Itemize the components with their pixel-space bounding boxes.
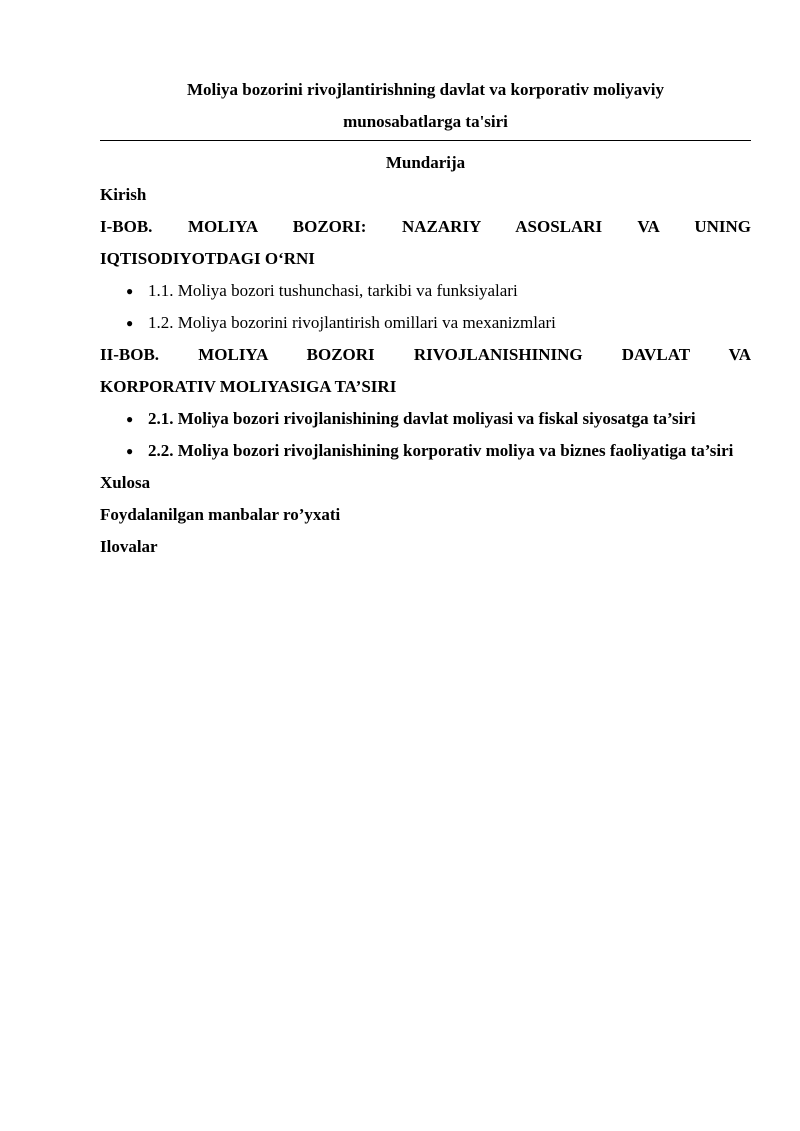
toc-heading: Mundarija (385, 153, 466, 172)
toc-chapter-2-line-2: KORPORATIV MOLIYASIGA TA’SIRI (100, 377, 397, 396)
toc-chapter-1-line-2: IQTISODIYOTDAGI O‘RNI (100, 249, 315, 268)
document-title (100, 74, 751, 138)
toc-section-1-1 (100, 275, 751, 307)
bullet-icon: ● (126, 412, 134, 426)
toc-entry-appendices: Ilovalar (100, 537, 158, 556)
toc-chapter-1-sections (100, 275, 751, 339)
bullet-icon: ● (126, 444, 134, 458)
document-title-line-2: munosabatlarga ta'siri (343, 112, 508, 131)
document-title-line-1: Moliya bozorini rivojlantirishning davlat va korporativ moliyaviy (187, 80, 664, 99)
toc-section-2-1-text: 2.1. Moliya bozori rivojlanishining davlat moliyasi va fiskal siyosatga ta’siri (148, 409, 696, 428)
toc-chapter-2-sections (100, 403, 751, 467)
toc-chapter-1 (100, 211, 751, 275)
toc-chapter-2 (100, 339, 751, 403)
toc-section-2-2 (100, 435, 751, 467)
toc-section-1-1-text: 1.1. Moliya bozori tushunchasi, tarkibi va funksiyalari (148, 281, 518, 300)
toc-section-2-2-text: 2.2. Moliya bozori rivojlanishining korporativ moliya va biznes faoliyatiga ta’siri (148, 441, 734, 460)
toc-entry-intro: Kirish (100, 185, 147, 204)
bullet-icon: ● (126, 316, 134, 330)
toc-section-1-2 (100, 307, 751, 339)
toc-chapter-1-line-1: I-BOB. MOLIYA BOZORI: NAZARIY ASOSLARI VA UNING (100, 217, 751, 236)
document-page (100, 74, 751, 563)
toc-chapter-2-line-1: II-BOB. MOLIYA BOZORI RIVOJLANISHINING DAVLAT VA (100, 345, 751, 364)
toc-entry-conclusion: Xulosa (100, 473, 151, 492)
bullet-icon: ● (126, 284, 134, 298)
toc-entry-references: Foydalanilgan manbalar ro’yxati (100, 505, 341, 524)
toc-section-2-1 (100, 403, 751, 435)
toc-section-1-2-text: 1.2. Moliya bozorini rivojlantirish omillari va mexanizmlari (148, 313, 556, 332)
